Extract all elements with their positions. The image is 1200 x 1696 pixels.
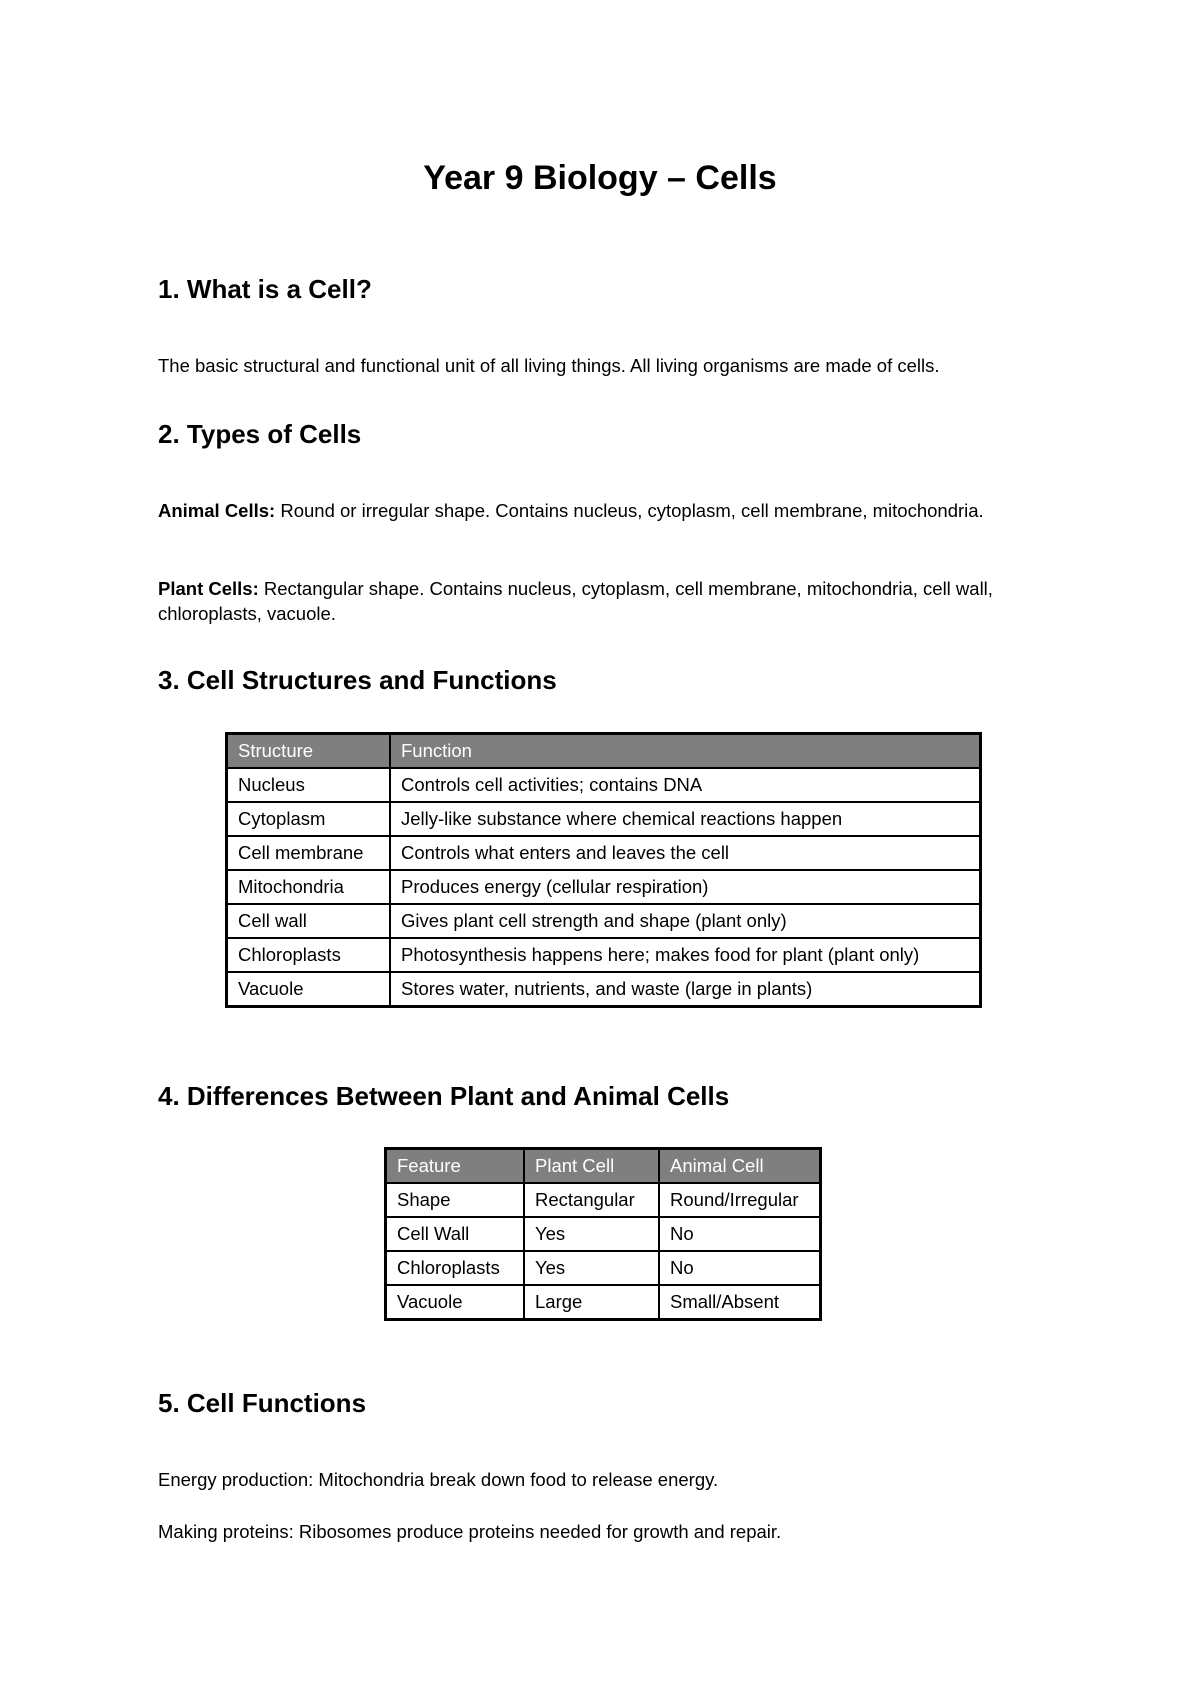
table-cell: Large [524, 1285, 659, 1320]
table-row [227, 836, 981, 870]
table-cell: Small/Absent [659, 1285, 821, 1320]
table-cell: Cell wall [227, 904, 391, 938]
animal-cells-paragraph [158, 498, 1038, 523]
column-header: Feature [386, 1149, 525, 1184]
table-row [386, 1183, 821, 1217]
table-cell: Vacuole [227, 972, 391, 1007]
table-cell: Cytoplasm [227, 802, 391, 836]
table-row [227, 904, 981, 938]
table-cell: Yes [524, 1217, 659, 1251]
plant-cells-paragraph [158, 576, 1038, 626]
table-cell: Stores water, nutrients, and waste (large in plants) [390, 972, 981, 1007]
table-cell: Cell Wall [386, 1217, 525, 1251]
table-row [386, 1217, 821, 1251]
table-cell: Vacuole [386, 1285, 525, 1320]
table-cell: No [659, 1217, 821, 1251]
section-heading-types-of-cells: 2. Types of Cells [158, 419, 362, 449]
table-cell: Photosynthesis happens here; makes food for plant (plant only) [390, 938, 981, 972]
table-cell: Shape [386, 1183, 525, 1217]
plant-cells-text: Rectangular shape. Contains nucleus, cytoplasm, cell membrane, mitochondria, cell wall, chloroplasts, vacuole. [158, 578, 993, 624]
table-cell: Jelly-like substance where chemical reactions happen [390, 802, 981, 836]
column-header: Function [390, 734, 981, 769]
table-cell: Rectangular [524, 1183, 659, 1217]
table-cell: Controls cell activities; contains DNA [390, 768, 981, 802]
column-header: Animal Cell [659, 1149, 821, 1184]
animal-cells-text: Round or irregular shape. Contains nucleus, cytoplasm, cell membrane, mitochondria. [275, 500, 984, 521]
section-heading-differences: 4. Differences Between Plant and Animal Cells [158, 1081, 730, 1111]
table-row [227, 768, 981, 802]
table-row [227, 802, 981, 836]
plant-vs-animal-table [384, 1147, 822, 1321]
table-row [386, 1285, 821, 1320]
table-cell: Nucleus [227, 768, 391, 802]
table-cell: Controls what enters and leaves the cell [390, 836, 981, 870]
cell-function-energy: Energy production: Mitochondria break down food to release energy. [158, 1469, 719, 1490]
cell-structures-table [225, 732, 982, 1008]
table-row [227, 972, 981, 1007]
cell-function-proteins: Making proteins: Ribosomes produce proteins needed for growth and repair. [158, 1521, 782, 1542]
column-header: Structure [227, 734, 391, 769]
plant-cells-label: Plant Cells: [158, 578, 259, 599]
document-title: Year 9 Biology – Cells [423, 159, 777, 197]
table-row [227, 938, 981, 972]
table-row [227, 870, 981, 904]
table-cell: Chloroplasts [227, 938, 391, 972]
table-cell: Gives plant cell strength and shape (plant only) [390, 904, 981, 938]
table-cell: Round/Irregular [659, 1183, 821, 1217]
section-heading-cell-structures: 3. Cell Structures and Functions [158, 665, 557, 695]
animal-cells-label: Animal Cells: [158, 500, 276, 521]
table-header-row [227, 734, 981, 769]
section-text-what-is-a-cell: The basic structural and functional unit of all living things. All living organisms are made of cells. [158, 355, 940, 376]
section-heading-what-is-a-cell: 1. What is a Cell? [158, 274, 372, 304]
section-heading-cell-functions: 5. Cell Functions [158, 1388, 367, 1418]
table-cell: Chloroplasts [386, 1251, 525, 1285]
table-header-row [386, 1149, 821, 1184]
table-cell: No [659, 1251, 821, 1285]
table-cell: Cell membrane [227, 836, 391, 870]
table-cell: Yes [524, 1251, 659, 1285]
table-cell: Produces energy (cellular respiration) [390, 870, 981, 904]
table-cell: Mitochondria [227, 870, 391, 904]
table-row [386, 1251, 821, 1285]
column-header: Plant Cell [524, 1149, 659, 1184]
